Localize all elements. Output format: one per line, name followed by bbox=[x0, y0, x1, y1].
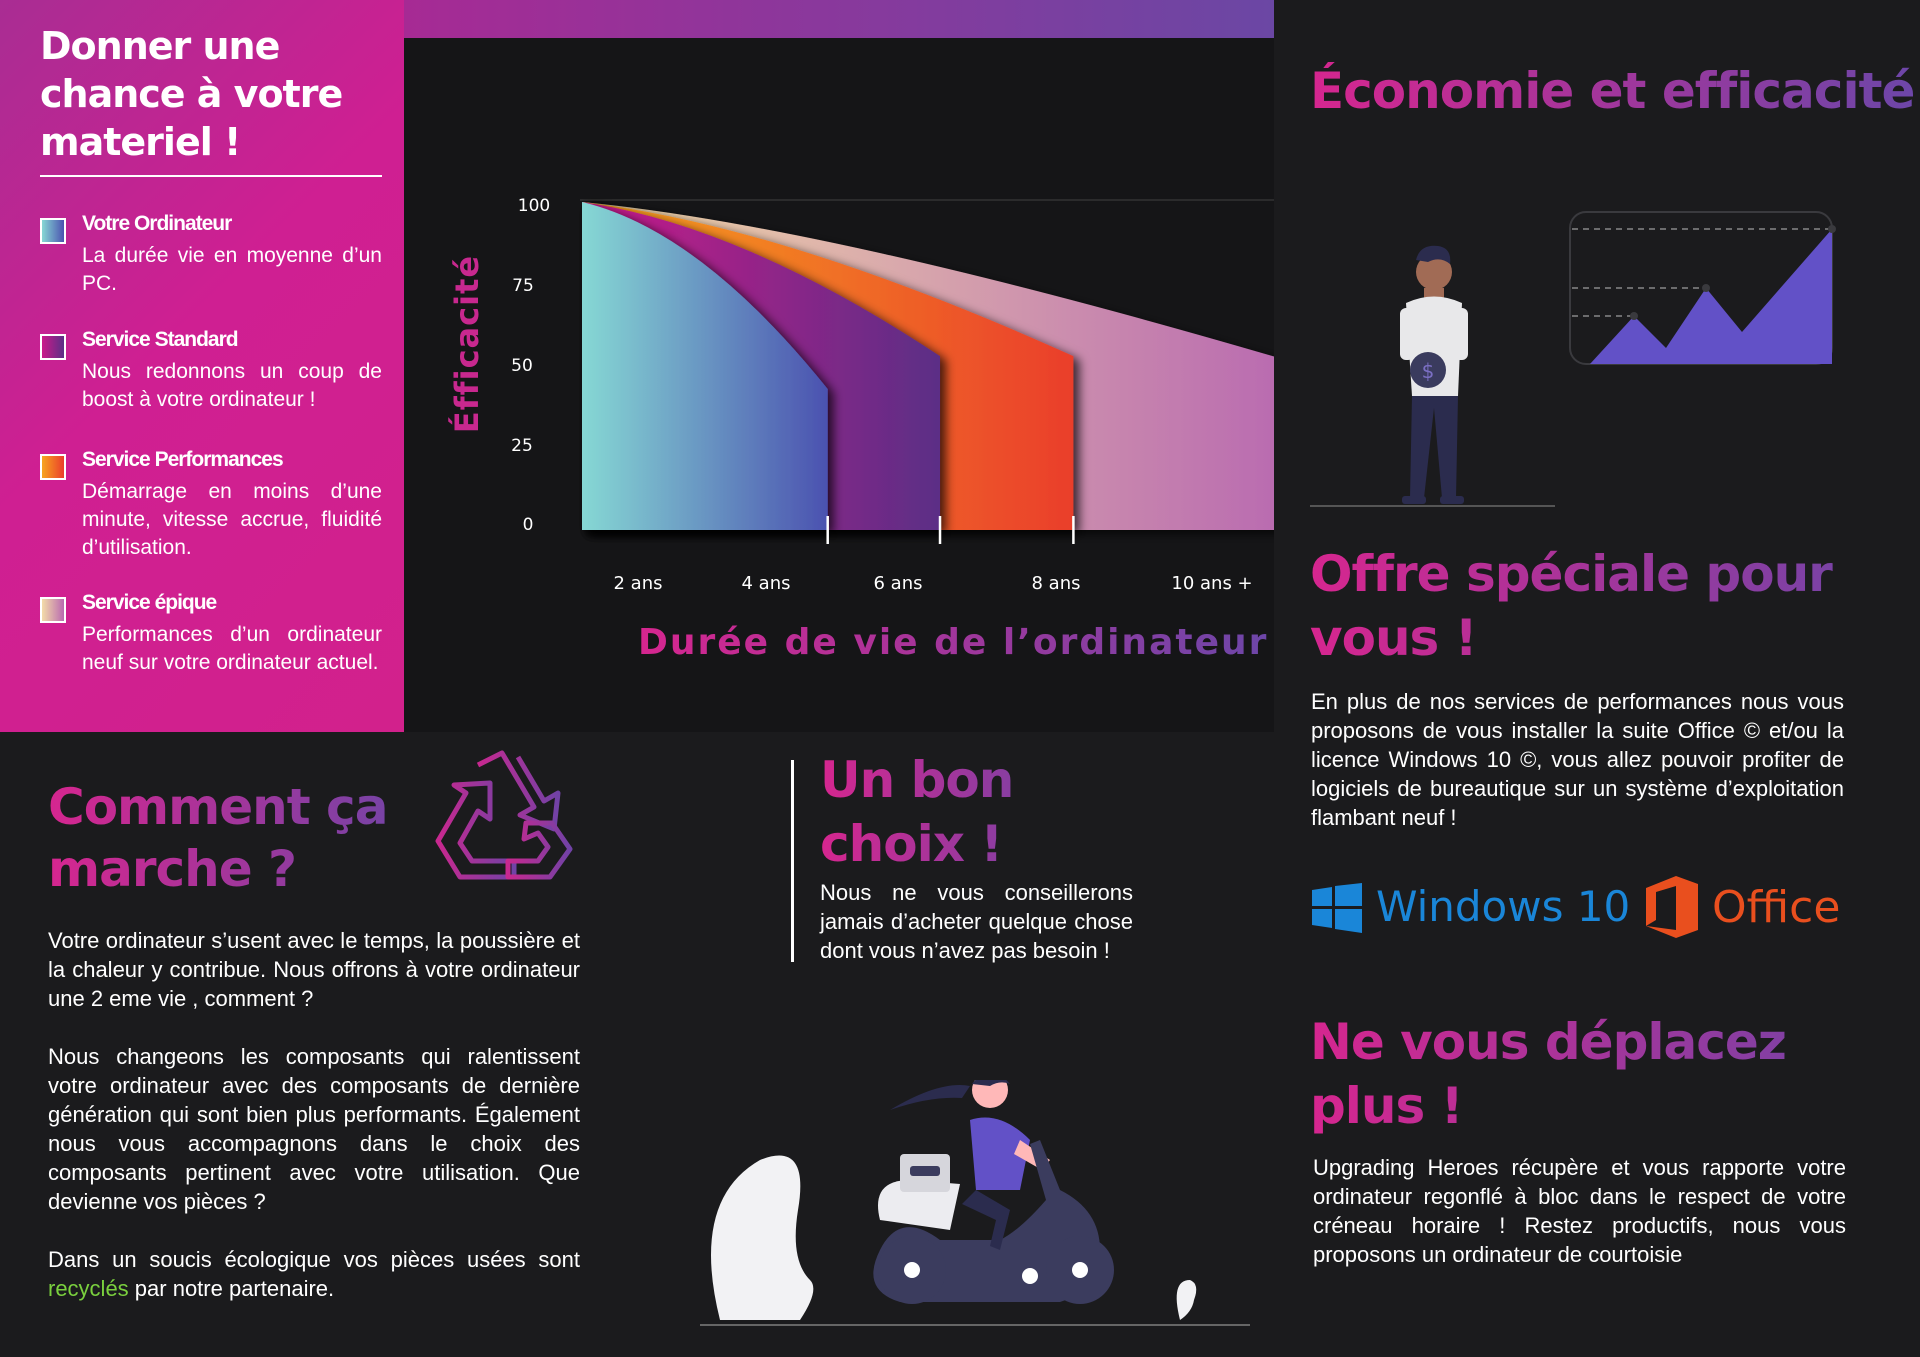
y-tick-label: 100 bbox=[517, 196, 551, 216]
panel-title: Donner une chance à votre materiel ! bbox=[40, 24, 343, 164]
x-tick-label: 6 ans bbox=[873, 573, 923, 594]
y-tick-label: 75 bbox=[512, 276, 534, 296]
legend-title: Votre Ordinateur bbox=[82, 212, 232, 235]
choice-text: Nous ne vous conseillerons jamais d’acheter quelque chose dont vous n’avez pas besoin ! bbox=[820, 880, 1133, 963]
scooter-rider bbox=[873, 1080, 1114, 1304]
office-label: Office bbox=[1712, 882, 1841, 933]
legend-swatch bbox=[40, 334, 66, 360]
y-tick-label: 0 bbox=[522, 515, 534, 535]
how-paragraph-3 bbox=[48, 1245, 580, 1303]
svg-text:$: $ bbox=[1421, 359, 1435, 383]
legend-swatch bbox=[40, 597, 66, 623]
office-logo-icon bbox=[1646, 876, 1698, 938]
legend-swatch bbox=[40, 218, 66, 244]
how-paragraph-2: Nous changeons les composants qui ralentissent votre ordinateur avec des composants de dernière génération qui sont bien plus performants. Également nous vous accompagnons dans le choix des composants pertinent avec votre utilisation. Que devienne vos pièces ? bbox=[48, 1044, 580, 1214]
legend-desc: Performances d’un ordinateur neuf sur votre ordinateur actuel. bbox=[82, 623, 382, 674]
legend-desc: La durée vie en moyenne d’un PC. bbox=[82, 244, 382, 295]
legend-title: Service Performances bbox=[82, 448, 283, 471]
offer-title: Offre spéciale pour vous ! bbox=[1310, 542, 1910, 670]
panel-divider bbox=[40, 175, 382, 177]
recycle-icon bbox=[426, 745, 586, 900]
chart-areas bbox=[582, 202, 1274, 544]
person-figure bbox=[1400, 246, 1468, 504]
x-axis-ticks bbox=[614, 573, 1253, 594]
choice-divider bbox=[791, 760, 794, 962]
offer-text: En plus de nos services de performances nous vous proposons de vous installer la suite Office © et/ou la licence Windows 10 ©, vous allez pouvoir profiter de logiciels de bureautique sur un système d’exploitation flambant neuf ! bbox=[1311, 689, 1844, 830]
legend-desc: Nous redonnons un coup de boost à votre ordinateur ! bbox=[82, 360, 382, 411]
move-title: Ne vous déplacez plus ! bbox=[1310, 1010, 1910, 1138]
leaf-shape-small bbox=[1177, 1280, 1197, 1320]
windows-logo-icon bbox=[1312, 883, 1362, 933]
choice-title: Un bon choix ! bbox=[820, 748, 1080, 876]
y-axis-ticks bbox=[511, 196, 550, 535]
legend-desc: Démarrage en moins d’une minute, vitesse accrue, fluidité d’utilisation. bbox=[82, 480, 382, 559]
leaf-shape bbox=[711, 1156, 813, 1320]
how-paragraph-1: Votre ordinateur s’usent avec le temps, la poussière et la chaleur y contribue. Nous offrons à votre ordinateur une 2 eme vie , comment ? bbox=[48, 928, 580, 1011]
move-text: Upgrading Heroes récupère et vous rapporte votre ordinateur regonflé à bloc dans le respect de votre créneau horaire ! Restez productifs, nous vous proposons un ordinateur de courtoisie bbox=[1313, 1155, 1846, 1267]
y-tick-label: 50 bbox=[511, 356, 533, 376]
how-p3-after: par notre partenaire. bbox=[128, 1276, 335, 1301]
x-axis-label: Durée de vie de l’ordinateur bbox=[638, 622, 1269, 663]
legend-swatch bbox=[40, 454, 66, 480]
x-tick-label: 2 ans bbox=[613, 573, 663, 594]
economy-title: Économie et efficacité bbox=[1310, 62, 1915, 120]
growth-chart-icon bbox=[1570, 212, 1836, 364]
growth-illustration bbox=[1310, 208, 1910, 510]
y-tick-label: 25 bbox=[511, 436, 533, 456]
x-tick-label: 8 ans bbox=[1031, 573, 1081, 594]
how-title: Comment ça marche ? bbox=[48, 776, 428, 900]
y-axis-label: Éfficacité bbox=[448, 254, 486, 434]
legend-title: Service épique bbox=[82, 591, 217, 614]
delivery-scooter-illustration bbox=[700, 1080, 1260, 1330]
x-tick-label: 4 ans bbox=[741, 573, 791, 594]
y-axis-label-container bbox=[447, 240, 487, 450]
windows-label: Windows 10 bbox=[1376, 882, 1631, 931]
legend-title: Service Standard bbox=[82, 328, 238, 351]
how-text bbox=[48, 926, 580, 1303]
x-tick-label: 10 ans + bbox=[1171, 573, 1253, 594]
recycled-link: recyclés bbox=[48, 1276, 129, 1301]
how-p3-before: Dans un soucis écologique vos pièces usées sont bbox=[48, 1247, 580, 1272]
